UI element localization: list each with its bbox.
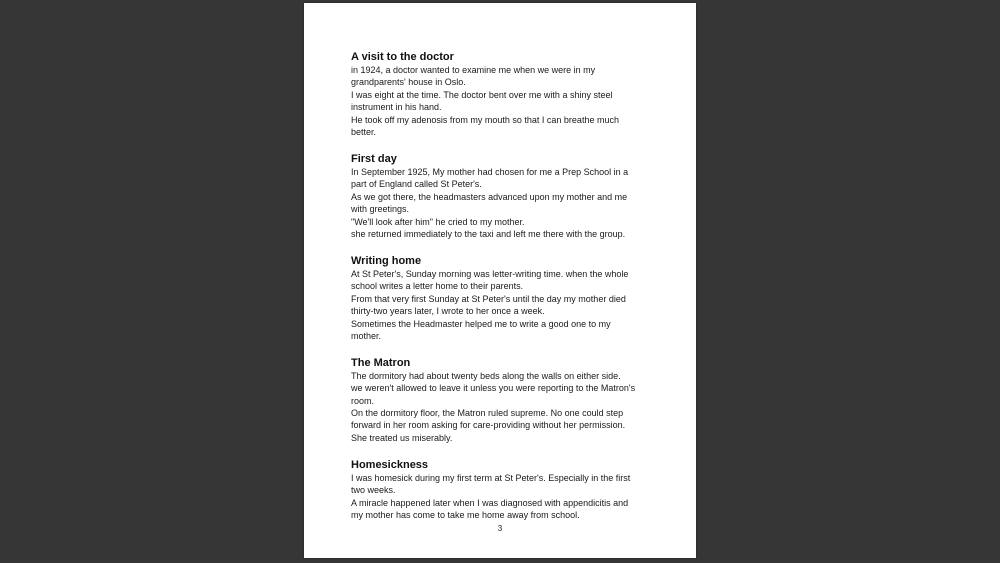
text-line: in 1924, a doctor wanted to examine me when we were in my [351, 65, 596, 75]
section-homesickness [351, 458, 651, 522]
section-heading: Homesickness [351, 458, 429, 471]
text-line: mother. [351, 330, 382, 341]
text-line: The dormitory had about twenty beds along the walls on either side. [351, 370, 621, 381]
section-heading: The Matron [351, 356, 411, 369]
text-line: better. [351, 127, 377, 138]
text-line: At St Peter's, Sunday morning was letter-writing time. when the whole [351, 268, 629, 279]
text-line: forward in her room asking for care-providing without her permission. [351, 420, 626, 431]
text-line: school writes a letter home to their parents. [351, 281, 524, 292]
text-line: with greetings. [351, 204, 410, 215]
text-line: I was eight at the time. The doctor bent over me with a shiny steel [351, 89, 613, 100]
text-line: On the dormitory floor, the Matron ruled supreme. No one could step [351, 408, 624, 419]
text-line: grandparents' house in Oslo. [351, 77, 466, 88]
text-line: she returned immediately to the taxi and left me there with the group. [351, 228, 626, 239]
section-first-day [351, 152, 651, 240]
section-heading: Writing home [351, 254, 422, 267]
text-line: instrument in his hand. [351, 102, 442, 113]
section-heading: First day [351, 152, 397, 165]
section-writing-home [351, 254, 651, 342]
text-line: She treated us miserably. [351, 432, 453, 443]
text-line: "We'll look after him" he cried to my mother. [351, 216, 525, 227]
text-line: He took off my adenosis from my mouth so that I can breathe much [351, 114, 619, 125]
section-heading: A visit to the doctor [351, 51, 454, 63]
page-number: 3 [497, 524, 503, 533]
text-line: Sometimes the Headmaster helped me to write a good one to my [351, 318, 611, 329]
text-line: I was homesick during my first term at St Peter's. Especially in the first [351, 472, 631, 483]
document-page [304, 3, 696, 558]
text-line: From that very first Sunday at St Peter's until the day my mother died [351, 293, 626, 304]
text-line: my mother has come to take me home away from school. [351, 509, 580, 520]
text-line: part of England called St Peter's. [351, 179, 482, 190]
section-visit-to-doctor [351, 50, 651, 138]
text-line: two weeks. [351, 485, 396, 496]
section-the-matron [351, 356, 651, 444]
text-line: thirty-two years later, I wrote to her once a week. [351, 306, 545, 317]
page-content [351, 50, 651, 535]
text-line: In September 1925, My mother had chosen for me a Prep School in a [351, 166, 629, 177]
text-line: we weren't allowed to leave it unless you were reporting to the Matron's [351, 383, 636, 394]
text-line: A miracle happened later when I was diagnosed with appendicitis and [351, 497, 629, 508]
text-line: As we got there, the headmasters advanced upon my mother and me [351, 191, 628, 202]
text-line: room. [351, 395, 375, 406]
